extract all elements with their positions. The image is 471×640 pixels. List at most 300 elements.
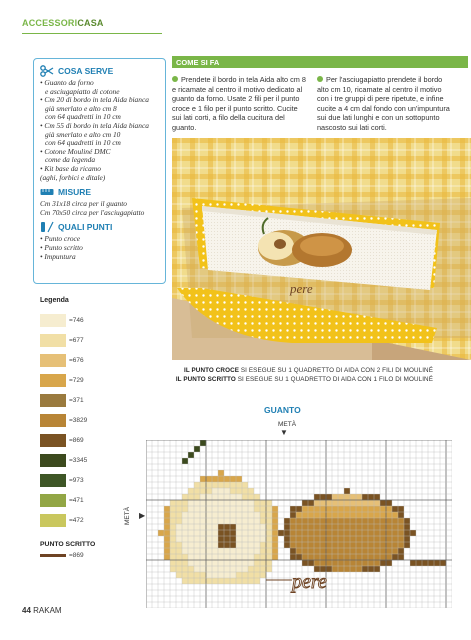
stitch-cell [380, 524, 386, 530]
stitch-cell [380, 554, 386, 560]
stitch-cell [224, 512, 230, 518]
stitch-cell [260, 560, 266, 566]
stitch-cell [320, 500, 326, 506]
legend-swatch [40, 354, 66, 367]
stitch-cell [362, 536, 368, 542]
stitch-cell [236, 476, 242, 482]
stitch-cell [290, 518, 296, 524]
legend-code: =746 [69, 316, 84, 324]
stitch-cell [260, 548, 266, 554]
stitch-cell [242, 512, 248, 518]
stitch-cell [182, 542, 188, 548]
stitch-cell [314, 560, 320, 566]
stitch-cell [344, 554, 350, 560]
stitch-cell [200, 536, 206, 542]
subsection-label: CASA [77, 18, 104, 28]
stitch-cell [248, 524, 254, 530]
stitch-cell [362, 566, 368, 572]
stitch-cell [344, 506, 350, 512]
oven-mitt-photo-image [172, 138, 471, 360]
stitch-cell [236, 572, 242, 578]
stitch-cell [194, 536, 200, 542]
stitch-cell [164, 512, 170, 518]
stitch-cell [182, 524, 188, 530]
stitch-cell [266, 500, 272, 506]
stitch-cell [236, 488, 242, 494]
stitch-cell [248, 530, 254, 536]
stitch-cell [266, 542, 272, 548]
stitch-cell [440, 560, 446, 566]
stitch-cell [290, 554, 296, 560]
stitch-cell [374, 518, 380, 524]
stitch-cell [344, 566, 350, 572]
stitch-cell [266, 518, 272, 524]
legend-swatch [40, 494, 66, 507]
stitch-cell [362, 530, 368, 536]
stitch-cell [398, 530, 404, 536]
stitch-cell [428, 560, 434, 566]
stitch-cell [350, 494, 356, 500]
legend-code: =677 [69, 336, 84, 344]
stitch-cell [242, 482, 248, 488]
stitch-cell [410, 530, 416, 536]
stitch-cell [338, 494, 344, 500]
stitch-cell [260, 500, 266, 506]
stitch-cell [308, 548, 314, 554]
stitch-cell [170, 536, 176, 542]
stitch-cell [206, 482, 212, 488]
stitch-cell [236, 560, 242, 566]
stitch-cell [272, 554, 278, 560]
stitch-cell [194, 530, 200, 536]
stitch-cell [338, 566, 344, 572]
legend-entry [40, 510, 87, 530]
stitch-cell [242, 554, 248, 560]
stitch-cell [212, 482, 218, 488]
stitch-cell [296, 548, 302, 554]
stitch-cell [368, 530, 374, 536]
stitch-cell [344, 488, 350, 494]
stitch-cell [362, 554, 368, 560]
stitch-cell [296, 542, 302, 548]
stitch-grid [146, 440, 452, 608]
stitch-cell [164, 524, 170, 530]
stitch-cell [368, 548, 374, 554]
stitch-cell [326, 500, 332, 506]
stitch-cell [248, 548, 254, 554]
stitch-cell [254, 554, 260, 560]
stitch-cell [254, 572, 260, 578]
stitch-cell [206, 530, 212, 536]
stitch-cell [206, 548, 212, 554]
stitch-cell [206, 506, 212, 512]
stitch-cell [242, 518, 248, 524]
stitch-cell [386, 506, 392, 512]
stitch-cell [266, 554, 272, 560]
stitch-cell [230, 536, 236, 542]
come-si-fa-banner: COME SI FA [172, 56, 468, 68]
stitch-cell [380, 512, 386, 518]
stitch-cell [362, 494, 368, 500]
caption-punto-scritto: IL PUNTO SCRITTO SI ESEGUE SU 1 QUADRETTO DI AIDA CON 1 FILO DI MOULINÉ [175, 376, 433, 383]
stitch-cell [218, 494, 224, 500]
legend-swatch [40, 474, 66, 487]
stitch-cell [344, 518, 350, 524]
stitch-cell [362, 500, 368, 506]
stitch-cell [206, 566, 212, 572]
stitch-cell [356, 524, 362, 530]
legend-code: =3345 [69, 456, 88, 464]
stitch-cell [326, 506, 332, 512]
stitch-cell [260, 530, 266, 536]
stitch-cell [176, 566, 182, 572]
stitch-cell [290, 512, 296, 518]
legend-code: =471 [69, 496, 84, 504]
stitch-cell [350, 512, 356, 518]
stitch-cell [248, 506, 254, 512]
stitch-cell [374, 554, 380, 560]
stitch-cell [242, 524, 248, 530]
stitch-cell [188, 512, 194, 518]
stitch-cell [392, 536, 398, 542]
quali-punti-list [40, 235, 159, 261]
stitch-cell [320, 494, 326, 500]
stitch-cell [230, 554, 236, 560]
stitch-cell [242, 572, 248, 578]
stitch-cell [206, 500, 212, 506]
stitch-cell [374, 536, 380, 542]
stitch-cell [320, 536, 326, 542]
stitch-cell [338, 518, 344, 524]
stitch-cell [218, 470, 224, 476]
stitch-cell [218, 542, 224, 548]
stitch-cell [236, 566, 242, 572]
stitch-cell [230, 530, 236, 536]
tape-measure-icon [40, 186, 54, 198]
stitch-cell [344, 494, 350, 500]
stitch-cell [260, 566, 266, 572]
stitch-cell [386, 554, 392, 560]
stitch-cell [326, 548, 332, 554]
stitch-cell [260, 512, 266, 518]
stitch-cell [338, 560, 344, 566]
stitch-cell [236, 500, 242, 506]
stitch-cell [176, 530, 182, 536]
stitch-cell [302, 536, 308, 542]
stitch-cell [212, 494, 218, 500]
stitch-cell [182, 560, 188, 566]
stitch-cell [176, 554, 182, 560]
stitch-cell [200, 506, 206, 512]
stitch-cell [224, 572, 230, 578]
section-header [22, 18, 104, 28]
stitch-cell [332, 524, 338, 530]
stitch-cell [350, 548, 356, 554]
stitch-cell [272, 518, 278, 524]
stitch-cell [188, 548, 194, 554]
stitch-cell [200, 542, 206, 548]
stitch-cell [332, 518, 338, 524]
stitch-cell [188, 536, 194, 542]
stitch-cell [320, 560, 326, 566]
stitch-cell [224, 524, 230, 530]
center-mark-top: METÀ [278, 421, 297, 428]
stitch-cell [254, 542, 260, 548]
legend-entry [40, 430, 87, 450]
stitch-cell [194, 572, 200, 578]
stitch-cell [230, 512, 236, 518]
stitch-cell [302, 548, 308, 554]
stitch-cell [386, 536, 392, 542]
stitch-cell [194, 554, 200, 560]
stitch-cell [182, 530, 188, 536]
stitch-cell [290, 524, 296, 530]
stitch-cell [194, 506, 200, 512]
stitch-cell [242, 506, 248, 512]
stitch-cell [386, 524, 392, 530]
stitch-cell [212, 506, 218, 512]
material-item: come da legenda [45, 155, 96, 165]
stitch-cell [434, 560, 440, 566]
stitch-cell [248, 488, 254, 494]
stitch-cell [290, 536, 296, 542]
material-item: (aghi, forbici e ditale) [40, 172, 106, 182]
stitch-cell [380, 548, 386, 554]
stitch-cell [236, 536, 242, 542]
stitch-cell [314, 548, 320, 554]
stitch-cell [284, 530, 290, 536]
stitch-cell [194, 566, 200, 572]
stitch-cell [302, 500, 308, 506]
stitch-cell [194, 542, 200, 548]
stitch-cell [212, 554, 218, 560]
stitch-cell [170, 542, 176, 548]
stitch-cell [248, 512, 254, 518]
stitch-cell [272, 548, 278, 554]
stitch-cell [236, 542, 242, 548]
stitch-cell [350, 560, 356, 566]
stitch-cell [374, 494, 380, 500]
stitch-cell [380, 536, 386, 542]
stitch-cell [398, 536, 404, 542]
stitch-cell [386, 560, 392, 566]
stitch-cell [230, 548, 236, 554]
misure-list [40, 200, 159, 217]
stitch-cell [188, 518, 194, 524]
stitch-cell [350, 500, 356, 506]
stitch-cell [386, 548, 392, 554]
stitch-cell [218, 536, 224, 542]
stitch-cell [392, 512, 398, 518]
stitch-cell [362, 518, 368, 524]
stitch-cell [248, 566, 254, 572]
stitch-cell [296, 554, 302, 560]
stitch-cell [254, 578, 260, 584]
stitch-cell [218, 500, 224, 506]
stitch-cell [170, 512, 176, 518]
stitch-cell [170, 530, 176, 536]
stitch-cell [284, 518, 290, 524]
stitch-cell [182, 554, 188, 560]
stitch-cell [236, 554, 242, 560]
stitch-cell [320, 542, 326, 548]
stitch-cell [338, 542, 344, 548]
stitch-cell [296, 530, 302, 536]
stitch-cell [356, 512, 362, 518]
legend-code: =676 [69, 356, 84, 364]
stitch-cell [308, 536, 314, 542]
stitch-cell [392, 530, 398, 536]
stitch-cell [272, 512, 278, 518]
measure-item: Cm 70x50 circa per l'asciugapiatto [40, 207, 145, 217]
stitch-cell [224, 506, 230, 512]
stitch-cell [326, 566, 332, 572]
stitch-cell [218, 572, 224, 578]
stitch-cell [326, 512, 332, 518]
stitch-cell [350, 536, 356, 542]
stitch-cell [362, 542, 368, 548]
stitch-cell [182, 458, 188, 464]
stitch-cell [374, 512, 380, 518]
svg-text:pere: pere [290, 281, 313, 296]
stitch-cell [266, 524, 272, 530]
misure-heading: MISURE [40, 186, 159, 198]
stitch-cell [182, 500, 188, 506]
stitch-cell [308, 554, 314, 560]
stitch-cell [380, 500, 386, 506]
punto-scritto-entry [40, 552, 84, 559]
legend-swatch [40, 454, 66, 467]
stitch-cell [206, 572, 212, 578]
material-item: con 64 quadretti in 10 cm [45, 112, 121, 122]
stitch-cell [422, 560, 428, 566]
stitch-cell [380, 518, 386, 524]
stitch-cell [188, 488, 194, 494]
stitch-cell [224, 560, 230, 566]
stitch-cell [212, 572, 218, 578]
legend-code: =472 [69, 516, 84, 524]
stitch-cell [194, 488, 200, 494]
stitch-cell [188, 524, 194, 530]
stitch-cell [314, 500, 320, 506]
stitch-cell [374, 506, 380, 512]
material-item: • Guanto da forno [40, 78, 94, 87]
stitch-cell [260, 572, 266, 578]
stitch-cell [200, 530, 206, 536]
stitch-cell [356, 500, 362, 506]
stitch-cell [254, 536, 260, 542]
stitch-cell [188, 560, 194, 566]
stitch-cell [200, 524, 206, 530]
stitch-cell [404, 518, 410, 524]
stitch-cell [206, 518, 212, 524]
stitch-cell [344, 500, 350, 506]
stitch-cell [176, 536, 182, 542]
stitch-cell [230, 578, 236, 584]
brand-name: RAKAM [33, 606, 62, 615]
stitch-cell [320, 518, 326, 524]
legend-swatch [40, 434, 66, 447]
stitch-cell [164, 542, 170, 548]
stitch-cell [344, 560, 350, 566]
stitch-cell [200, 488, 206, 494]
stitch-cell [332, 506, 338, 512]
stitch-cell [212, 530, 218, 536]
stitch-cell [254, 524, 260, 530]
stitch-cell [314, 512, 320, 518]
stitch-cell [392, 554, 398, 560]
stitch-cell [248, 560, 254, 566]
stitch-cell [206, 476, 212, 482]
stitch-cell [398, 554, 404, 560]
material-item: • Cm 55 di bordo in tela Aida bianca [40, 120, 149, 130]
stitch-cell [332, 530, 338, 536]
stitch-cell [320, 512, 326, 518]
header-rule [22, 33, 162, 34]
page-footer [22, 606, 62, 615]
stitch-cell [248, 554, 254, 560]
stitch-cell [326, 518, 332, 524]
stitch-cell [200, 440, 206, 446]
stitch-cell [272, 506, 278, 512]
stitch-cell [188, 542, 194, 548]
stitch-cell [332, 500, 338, 506]
stitch-cell [374, 542, 380, 548]
stitch-cell [188, 530, 194, 536]
stitch-cell [248, 578, 254, 584]
stitch-cell [236, 518, 242, 524]
stitch-cell [224, 536, 230, 542]
stitch-cell [200, 512, 206, 518]
stitch-cell [212, 566, 218, 572]
stitch-cell [356, 530, 362, 536]
cross-stitch-chart [146, 440, 452, 613]
stitch-cell [254, 566, 260, 572]
stitch-cell [320, 548, 326, 554]
stitch-cell [212, 560, 218, 566]
stitch-cell [296, 512, 302, 518]
stitch-cell [356, 560, 362, 566]
stitch-cell [218, 566, 224, 572]
stitch-cell [386, 500, 392, 506]
stitch-cell [404, 542, 410, 548]
stitch-cell [374, 566, 380, 572]
stitch-cell [212, 578, 218, 584]
stitch-cell [314, 506, 320, 512]
stitch-cell [386, 542, 392, 548]
legend-swatch [40, 514, 66, 527]
stitch-cell [230, 572, 236, 578]
stitch-cell [230, 518, 236, 524]
stitch-cell [224, 482, 230, 488]
stitch-cell [398, 506, 404, 512]
stitch-cell [224, 542, 230, 548]
stitch-cell [260, 536, 266, 542]
stitch-cell [314, 494, 320, 500]
stitch-cell [206, 494, 212, 500]
stitch-cell [266, 506, 272, 512]
stitch-cell [350, 566, 356, 572]
stitch-cell [224, 488, 230, 494]
stitch-cell [326, 530, 332, 536]
stitch-cell [206, 524, 212, 530]
stitch-cell [242, 488, 248, 494]
stitch-cell [206, 512, 212, 518]
stitch-cell [224, 566, 230, 572]
stitch-cell [230, 476, 236, 482]
stitch-cell [344, 548, 350, 554]
stitch-cell [320, 524, 326, 530]
